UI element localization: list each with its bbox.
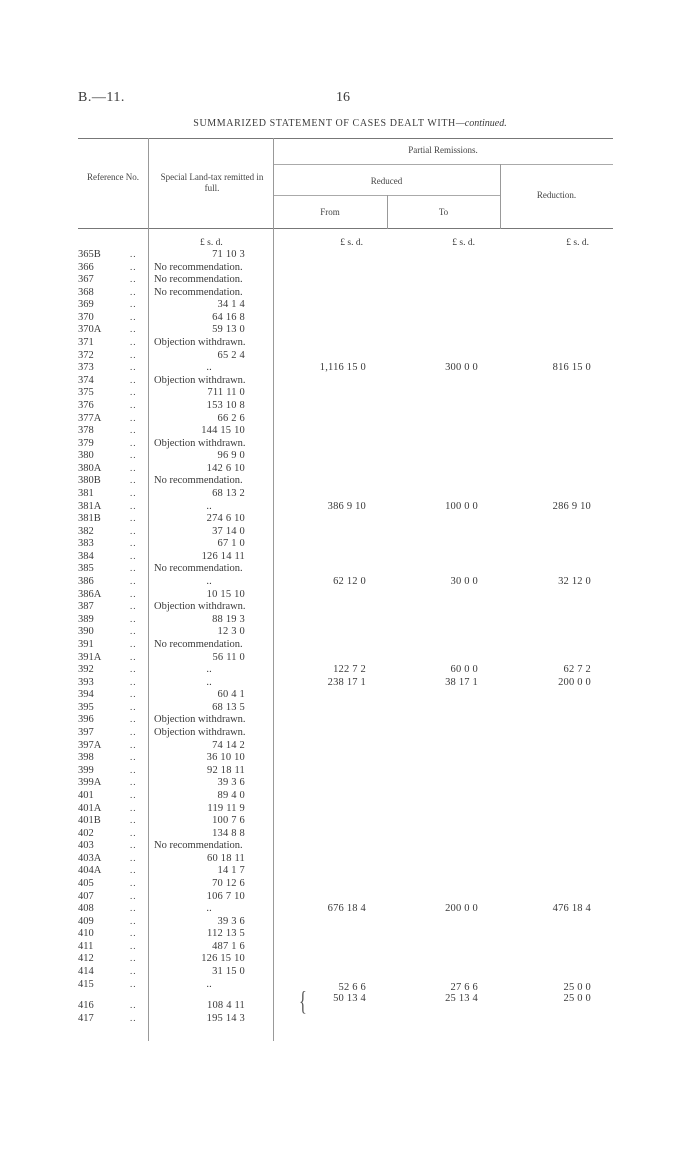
special-land-tax-cell: Objection withdrawn.: [154, 727, 246, 738]
special-land-tax-cell: 37 14 0: [212, 526, 245, 537]
reference-number: 384: [78, 551, 94, 562]
leader-dots: ..: [130, 828, 137, 838]
leader-dots: ..: [130, 677, 137, 687]
reduction-amount: 25 0 0: [563, 982, 591, 993]
leader-dots: ..: [130, 601, 137, 611]
leader-dots: ..: [130, 727, 137, 737]
leader-dots: ..: [130, 652, 137, 662]
special-land-tax-cell: 134 8 8: [212, 828, 245, 839]
leader-dots: ..: [130, 853, 137, 863]
reference-number: 399A: [78, 777, 102, 788]
special-land-tax-cell: Objection withdrawn.: [154, 714, 246, 725]
reference-number: 397: [78, 727, 94, 738]
reference-number: 391A: [78, 652, 102, 663]
reduction-amount: 476 18 4: [552, 903, 591, 914]
reference-number: 376: [78, 400, 94, 411]
leader-dots: ..: [130, 362, 137, 372]
reference-number: 381B: [78, 513, 101, 524]
leader-dots: ..: [130, 1013, 137, 1023]
reference-number: 397A: [78, 740, 102, 751]
special-land-tax-cell: ..: [206, 576, 212, 587]
leader-dots: ..: [130, 765, 137, 775]
reference-number: 402: [78, 828, 94, 839]
special-land-tax-cell: 126 15 10: [201, 953, 245, 964]
special-land-tax-cell: No recommendation.: [154, 274, 243, 285]
special-land-tax-cell: ..: [206, 903, 212, 914]
to-amount: 300 0 0: [445, 362, 478, 373]
special-land-tax-cell: No recommendation.: [154, 563, 243, 574]
leader-dots: ..: [130, 501, 137, 511]
reduction-amount: 32 12 0: [558, 576, 591, 587]
reference-number: 393: [78, 677, 94, 688]
reference-number: 392: [78, 664, 94, 675]
special-land-tax-cell: 36 10 10: [206, 752, 245, 763]
reference-number: 370A: [78, 324, 102, 335]
special-land-tax-cell: 39 3 6: [217, 916, 245, 927]
reduction-amount: 286 9 10: [552, 501, 591, 512]
brace-icon: {: [299, 986, 307, 1016]
leader-dots: ..: [130, 274, 137, 284]
reference-number: 365B: [78, 249, 101, 260]
special-land-tax-cell: 71 10 3: [212, 249, 245, 260]
reference-number: 394: [78, 689, 94, 700]
reference-number: 391: [78, 639, 94, 650]
reduction-amount: 25 0 0: [563, 993, 591, 1004]
from-amount: 52 6 6: [338, 982, 366, 993]
reference-number: 396: [78, 714, 94, 725]
reference-number: 380: [78, 450, 94, 461]
reference-number: 415: [78, 979, 94, 990]
special-land-tax-cell: 119 11 9: [207, 803, 245, 814]
leader-dots: ..: [130, 450, 137, 460]
special-land-tax-cell: 153 10 8: [206, 400, 245, 411]
special-land-tax-cell: ..: [206, 979, 212, 990]
leader-dots: ..: [130, 1000, 137, 1010]
leader-dots: ..: [130, 538, 137, 548]
title-text: SUMMARIZED STATEMENT OF CASES DEALT WITH: [193, 118, 456, 129]
leader-dots: ..: [130, 803, 137, 813]
table-top-rule: [78, 138, 613, 139]
reference-number: 385: [78, 563, 94, 574]
leader-dots: ..: [130, 413, 137, 423]
to-amount: 30 0 0: [450, 576, 478, 587]
to-amount: 200 0 0: [445, 903, 478, 914]
reference-number: 382: [78, 526, 94, 537]
reference-number: 373: [78, 362, 94, 373]
unit-label: £ s. d.: [452, 238, 475, 248]
special-land-tax-cell: ..: [206, 362, 212, 373]
special-land-tax-cell: 126 14 11: [201, 551, 245, 562]
special-land-tax-cell: 65 2 4: [217, 350, 245, 361]
reference-number: 414: [78, 966, 94, 977]
document-code: B.—11.: [78, 90, 125, 105]
leader-dots: ..: [130, 752, 137, 762]
leader-dots: ..: [130, 878, 137, 888]
to-amount: 25 13 4: [445, 993, 478, 1004]
special-land-tax-cell: 56 11 0: [212, 652, 245, 663]
reference-number: 370: [78, 312, 94, 323]
reference-number: 381A: [78, 501, 102, 512]
special-land-tax-cell: 12 3 0: [217, 626, 245, 637]
reduction-amount: 62 7 2: [563, 664, 591, 675]
special-land-tax-cell: 66 2 6: [217, 413, 245, 424]
special-land-tax-cell: ..: [206, 501, 212, 512]
reference-number: 367: [78, 274, 94, 285]
reference-number: 375: [78, 387, 94, 398]
leader-dots: ..: [130, 903, 137, 913]
special-land-tax-cell: 142 6 10: [206, 463, 245, 474]
header-bottom-rule: [78, 228, 613, 229]
reduction-amount: 816 15 0: [552, 362, 591, 373]
reference-number: 386: [78, 576, 94, 587]
reference-number: 409: [78, 916, 94, 927]
reference-number: 386A: [78, 589, 102, 600]
page-number: 16: [336, 90, 350, 105]
special-land-tax-cell: 14 1 7: [217, 865, 245, 876]
special-land-tax-cell: 112 13 5: [207, 928, 245, 939]
special-land-tax-cell: 274 6 10: [206, 513, 245, 524]
reference-number: 369: [78, 299, 94, 310]
reference-number: 374: [78, 375, 94, 386]
column-divider: [148, 138, 149, 1041]
reference-number: 412: [78, 953, 94, 964]
leader-dots: ..: [130, 702, 137, 712]
reference-number: 398: [78, 752, 94, 763]
leader-dots: ..: [130, 928, 137, 938]
special-land-tax-cell: 34 1 4: [217, 299, 245, 310]
leader-dots: ..: [130, 475, 137, 485]
from-amount: 62 12 0: [333, 576, 366, 587]
special-land-tax-cell: No recommendation.: [154, 639, 243, 650]
leader-dots: ..: [130, 312, 137, 322]
leader-dots: ..: [130, 639, 137, 649]
partial-rule: [273, 164, 613, 165]
from-amount: 238 17 1: [327, 677, 366, 688]
from-amount: 386 9 10: [327, 501, 366, 512]
reference-number: 371: [78, 337, 94, 348]
leader-dots: ..: [130, 387, 137, 397]
special-land-tax-cell: 74 14 2: [212, 740, 245, 751]
page-title: [0, 118, 700, 129]
leader-dots: ..: [130, 614, 137, 624]
from-amount: 676 18 4: [327, 903, 366, 914]
leader-dots: ..: [130, 891, 137, 901]
leader-dots: ..: [130, 249, 137, 259]
column-divider: [273, 138, 274, 1041]
leader-dots: ..: [130, 438, 137, 448]
leader-dots: ..: [130, 740, 137, 750]
reference-number: 404A: [78, 865, 102, 876]
leader-dots: ..: [130, 840, 137, 850]
reference-number: 387: [78, 601, 94, 612]
reference-number: 405: [78, 878, 94, 889]
reference-number: 380A: [78, 463, 102, 474]
leader-dots: ..: [130, 262, 137, 272]
reduction-header: Reduction.: [536, 190, 577, 200]
unit-label: £ s. d.: [200, 238, 223, 248]
leader-dots: ..: [130, 664, 137, 674]
from-amount: 50 13 4: [333, 993, 366, 1004]
special-land-tax-cell: 68 13 2: [212, 488, 245, 499]
reference-number: 403: [78, 840, 94, 851]
reference-number: 390: [78, 626, 94, 637]
special-land-tax-cell: Objection withdrawn.: [154, 601, 246, 612]
to-header: To: [438, 207, 449, 217]
special-land-tax-cell: 88 19 3: [212, 614, 245, 625]
leader-dots: ..: [130, 689, 137, 699]
to-amount: 60 0 0: [450, 664, 478, 675]
leader-dots: ..: [130, 916, 137, 926]
special-land-tax-cell: 59 13 0: [212, 324, 245, 335]
reference-number: 410: [78, 928, 94, 939]
leader-dots: ..: [130, 299, 137, 309]
reference-number: 368: [78, 287, 94, 298]
leader-dots: ..: [130, 589, 137, 599]
special-land-tax-cell: 70 12 6: [212, 878, 245, 889]
leader-dots: ..: [130, 463, 137, 473]
leader-dots: ..: [130, 375, 137, 385]
special-land-tax-cell: 144 15 10: [201, 425, 245, 436]
reference-number: 377A: [78, 413, 102, 424]
special-land-tax-cell: 89 4 0: [217, 790, 245, 801]
leader-dots: ..: [130, 488, 137, 498]
leader-dots: ..: [130, 425, 137, 435]
leader-dots: ..: [130, 576, 137, 586]
leader-dots: ..: [130, 400, 137, 410]
special-land-tax-cell: 96 9 0: [217, 450, 245, 461]
special-land-tax-cell: No recommendation.: [154, 840, 243, 851]
leader-dots: ..: [130, 941, 137, 951]
special-land-tax-cell: Objection withdrawn.: [154, 375, 246, 386]
special-land-tax-cell: 68 13 5: [212, 702, 245, 713]
partial-header: Partial Remissions.: [408, 145, 478, 155]
unit-label: £ s. d.: [566, 238, 589, 248]
special-land-tax-cell: 100 7 6: [212, 815, 245, 826]
reduced-header: Reduced: [370, 176, 403, 186]
leader-dots: ..: [130, 865, 137, 875]
title-suffix: —continued.: [455, 118, 507, 129]
reference-header: Reference No.: [87, 172, 139, 182]
special-land-tax-cell: 31 15 0: [212, 966, 245, 977]
reference-number: 399: [78, 765, 94, 776]
reference-number: 366: [78, 262, 94, 273]
special-land-tax-cell: 711 11 0: [207, 387, 245, 398]
leader-dots: ..: [130, 777, 137, 787]
leader-dots: ..: [130, 350, 137, 360]
leader-dots: ..: [130, 953, 137, 963]
special-land-tax-cell: 60 18 11: [207, 853, 245, 864]
leader-dots: ..: [130, 714, 137, 724]
reference-number: 378: [78, 425, 94, 436]
leader-dots: ..: [130, 526, 137, 536]
special-land-tax-cell: ..: [206, 677, 212, 688]
leader-dots: ..: [130, 563, 137, 573]
special-land-tax-cell: 60 4 1: [217, 689, 245, 700]
leader-dots: ..: [130, 551, 137, 561]
reference-number: 380B: [78, 475, 101, 486]
special-land-tax-cell: 39 3 6: [217, 777, 245, 788]
special-land-tax-cell: 10 15 10: [206, 589, 245, 600]
from-amount: 1,116 15 0: [319, 362, 366, 373]
to-amount: 27 6 6: [450, 982, 478, 993]
leader-dots: ..: [130, 337, 137, 347]
leader-dots: ..: [130, 979, 137, 989]
special-land-tax-cell: Objection withdrawn.: [154, 438, 246, 449]
reference-number: 403A: [78, 853, 102, 864]
reference-number: 408: [78, 903, 94, 914]
leader-dots: ..: [130, 815, 137, 825]
reference-number: 389: [78, 614, 94, 625]
special-land-tax-cell: ..: [206, 664, 212, 675]
special-land-tax-cell: No recommendation.: [154, 287, 243, 298]
unit-label: £ s. d.: [340, 238, 363, 248]
special-land-tax-cell: Objection withdrawn.: [154, 337, 246, 348]
reference-number: 401A: [78, 803, 102, 814]
reference-number: 417: [78, 1013, 94, 1024]
special-header: Special Land-tax remitted in full.: [160, 172, 264, 193]
special-land-tax-cell: 92 18 11: [207, 765, 245, 776]
reference-number: 381: [78, 488, 94, 499]
special-land-tax-cell: 67 1 0: [217, 538, 245, 549]
special-land-tax-cell: No recommendation.: [154, 475, 243, 486]
reference-number: 379: [78, 438, 94, 449]
special-land-tax-cell: No recommendation.: [154, 262, 243, 273]
reference-number: 411: [78, 941, 94, 952]
leader-dots: ..: [130, 287, 137, 297]
to-amount: 100 0 0: [445, 501, 478, 512]
leader-dots: ..: [130, 790, 137, 800]
reference-number: 395: [78, 702, 94, 713]
leader-dots: ..: [130, 626, 137, 636]
to-amount: 38 17 1: [445, 677, 478, 688]
from-header: From: [320, 207, 340, 217]
reference-number: 401: [78, 790, 94, 801]
reference-number: 372: [78, 350, 94, 361]
leader-dots: ..: [130, 513, 137, 523]
special-land-tax-cell: 487 1 6: [212, 941, 245, 952]
reference-number: 407: [78, 891, 94, 902]
reference-number: 383: [78, 538, 94, 549]
special-land-tax-cell: 195 14 3: [206, 1013, 245, 1024]
leader-dots: ..: [130, 324, 137, 334]
reference-number: 416: [78, 1000, 94, 1011]
leader-dots: ..: [130, 966, 137, 976]
reference-number: 401B: [78, 815, 101, 826]
from-amount: 122 7 2: [333, 664, 366, 675]
special-land-tax-cell: 106 7 10: [206, 891, 245, 902]
reduction-amount: 200 0 0: [558, 677, 591, 688]
special-land-tax-cell: 64 16 8: [212, 312, 245, 323]
special-land-tax-cell: 108 4 11: [207, 1000, 245, 1011]
